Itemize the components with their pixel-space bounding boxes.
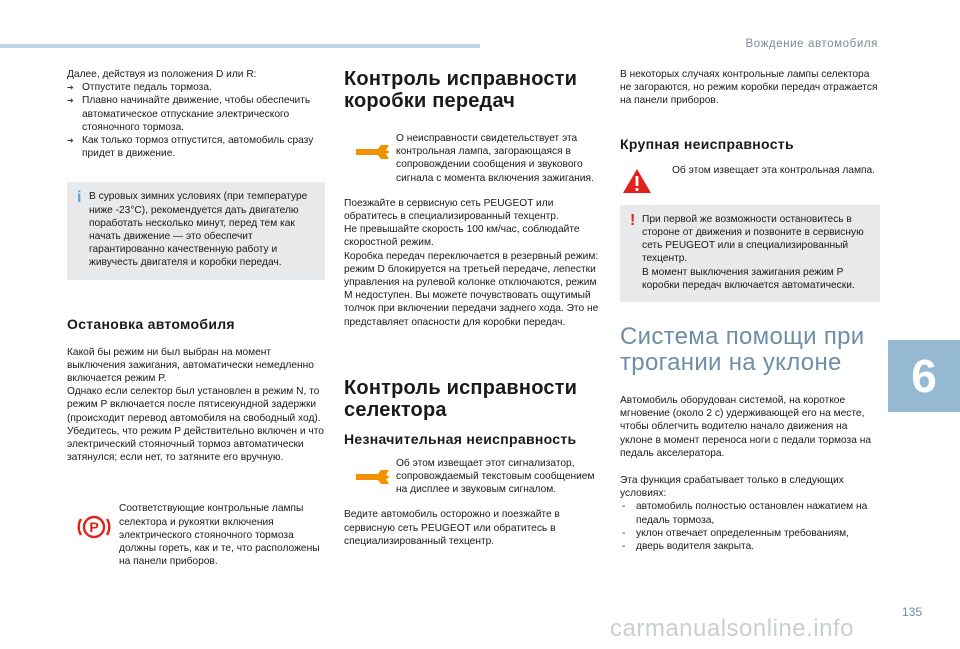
p-lamp-row <box>67 502 325 568</box>
header-rule <box>0 44 480 48</box>
watermark: carmanualsonline.info <box>610 615 854 642</box>
chapter-header: Вождение автомобиля <box>745 38 878 50</box>
gearbox-text-2: Не превышайте скорость 100 км/час, соблюдайте скоростной режим. <box>344 224 580 249</box>
exclamation-icon: ! <box>630 211 636 229</box>
minor-fault-text: Ведите автомобиль осторожно и поезжайте в сервисную сеть PEUGEOT или обратитесь в специализированный техцентр. <box>344 509 560 547</box>
intro-block <box>67 68 325 81</box>
list-item: ➔ Плавно начинайте движение, чтобы обеспечить автоматическое отпускание электрического стояночного тормоза. <box>67 94 325 134</box>
selector-title: Контроль исправности селектора <box>344 376 578 421</box>
gearbox-text-1: Поезжайте в сервисную сеть PEUGEOT или обратитесь в специализированный техцентр. <box>344 197 559 223</box>
list-item: - автомобиль полностью остановлен нажатием на педаль тормоза, <box>620 500 880 526</box>
parking-brake-icon <box>77 512 111 542</box>
col3-intro: В некоторых случаях контрольные лампы селектора не загораются, но режим коробки передач отражается на панели приборов. <box>620 69 878 107</box>
warning-triangle-icon <box>622 168 652 194</box>
stop-text-2: Однако если селектор был установлен в режим N, то режим P включается после пятисекундной задержки (происходит перевод автомобиля на свободный ход). <box>67 386 321 424</box>
conditions-list <box>620 500 880 553</box>
column-3 <box>620 68 880 553</box>
warning-note-text-2: В момент выключения зажигания режим P коробки передач включается автоматически. <box>642 266 855 291</box>
minor-fault-icon-text: Об этом извещает этот сигнализатор, сопровождаемый текстовым сообщением на дисплее и звуковым сигналом. <box>396 457 595 496</box>
column-2 <box>344 68 602 548</box>
info-icon: i <box>77 189 82 207</box>
hill-assist-title: Система помощи при трогании на уклоне <box>620 323 865 377</box>
stop-text-3: Убедитесь, что режим P действительно включен и что электрический стояночный тормоз автоматически затянулся; если нет, то затяните его вручную. <box>67 425 324 464</box>
chapter-tab: 6 <box>888 340 960 412</box>
list-item: ➔ Отпустите педаль тормоза. <box>67 81 325 94</box>
hill-assist-text: Автомобиль оборудован системой, на короткое мгновение (около 2 с) удерживающей его на месте, чтобы облегчить водителю начало движения на уклоне в момент переноса ноги с педали тормоза на педаль акселератора. <box>620 395 871 459</box>
stop-text-1: Какой бы режим ни был выбран на момент выключения зажигания, автоматически немедленно включается режим P. <box>67 346 314 385</box>
major-fault-row <box>620 164 880 177</box>
info-note <box>67 182 325 279</box>
intro-bullet-list <box>67 81 325 160</box>
list-item: - уклон отвечает определенным требованиям, <box>620 527 880 540</box>
intro-text: Далее, действуя из положения D или R: <box>67 69 257 80</box>
conditions-intro: Эта функция срабатывает только в следующих условиях: <box>620 475 844 500</box>
gearbox-title: Контроль исправности коробки передач <box>344 68 578 112</box>
list-item: - дверь водителя закрыта. <box>620 540 880 553</box>
list-item: ➔ Как только тормоз отпустится, автомобиль сразу придет в движение. <box>67 134 325 160</box>
wrench-icon <box>354 142 392 162</box>
gearbox-lamp-row <box>344 132 602 185</box>
warning-note-text-1: При первой же возможности остановитесь в стороне от движения и позвоните в сервисную сеть PEUGEOT или в специализированный техцентр. <box>642 213 864 265</box>
stop-title: Остановка автомобиля <box>67 315 235 332</box>
gearbox-icon-text: О неисправности свидетельствует эта контрольная лампа, загорающаяся в сопровождении сообщения и звукового сигнала с момента включения зажигания. <box>396 133 594 184</box>
p-icon-text: Соответствующие контрольные лампы селектора и рукоятки включения электрического стояночного тормоза должны гореть, как и те, что расположены на панели приборов. <box>119 503 320 568</box>
p-icon-letter: P <box>89 519 99 536</box>
column-1 <box>67 68 325 568</box>
info-note-text: В суровых зимних условиях (при температуре ниже -23°C), рекомендуется дать двигателю поработать несколько минут, перед тем как начать движение — это обеспечит гарантированно качественную работу и живучесть двигателя и коробки передач. <box>89 191 308 269</box>
minor-fault-row <box>344 457 602 497</box>
warning-note <box>620 205 880 302</box>
page-number: 135 <box>902 605 923 619</box>
gearbox-text-3: Коробка передач переключается в резервный режим: режим D блокируется на третьей передаче, лепестки управления на рулевой колонке отключаются, режим M недоступен. Вы можете почувствовать ощутимый толчок при включении передачи заднего хода. Это не представляет опасности для коробки передач. <box>344 250 599 328</box>
wrench-icon <box>354 467 392 487</box>
minor-fault-title: Незначительная неисправность <box>344 430 577 447</box>
major-fault-title: Крупная неисправность <box>620 135 794 152</box>
major-fault-icon-text: Об этом извещает эта контрольная лампа. <box>672 164 875 176</box>
